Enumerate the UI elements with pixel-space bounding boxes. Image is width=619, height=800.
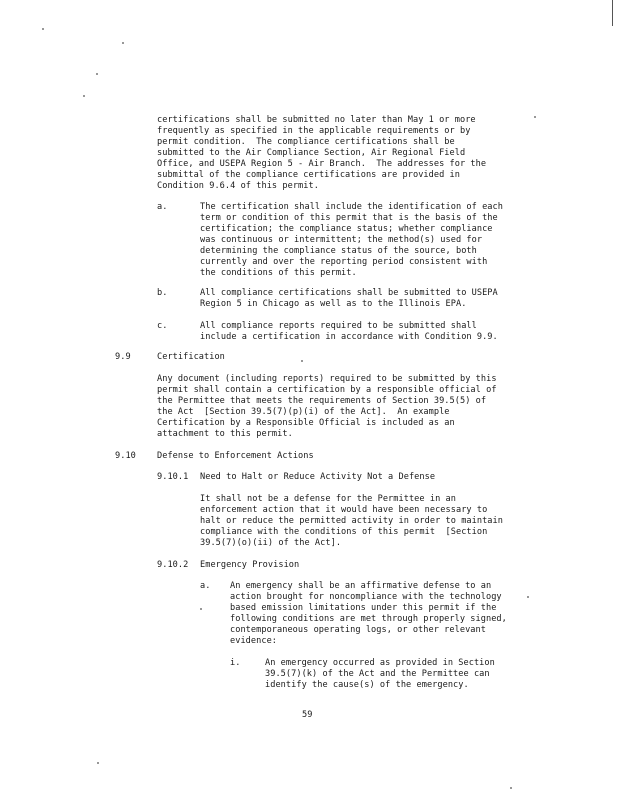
intro-line: frequently as specified in the applicable requirements or by [157,126,471,136]
list-item-line: currently and over the reporting period consistent with [200,257,488,267]
section-title: Defense to Enforcement Actions [157,451,314,461]
subsection-number: 9.10.2 [157,560,189,570]
list-item-line: 39.5(7)(k) of the Act and the Permittee can [265,669,490,679]
scan-speck [96,73,98,75]
list-item-line: An emergency shall be an affirmative defense to an [230,581,492,591]
intro-line: submittal of the compliance certifications are provided in [157,170,460,180]
intro-line: Condition 9.6.4 of this permit. [157,181,319,191]
subsection-line: It shall not be a defense for the Permittee in an [200,494,456,504]
scan-speck [510,787,512,789]
section-number: 9.9 [115,352,131,362]
list-item-line: determining the compliance status of the source, both [200,246,477,256]
list-item-line: identify the cause(s) of the emergency. [265,680,469,690]
list-item-line: include a certification in accordance with Condition 9.9. [200,332,498,342]
intro-line: permit condition. The compliance certifications shall be [157,137,455,147]
list-item-line: evidence: [230,636,278,646]
intro-line: certifications shall be submitted no later than May 1 or more [157,115,476,125]
list-item-line: contemporaneous operating logs, or other relevant [230,625,486,635]
list-item-label: i. [230,658,241,668]
section-line: Certification by a Responsible Official is included as an [157,418,455,428]
scan-speck [527,596,529,598]
intro-line: Office, and USEPA Region 5 - Air Branch. The addresses for the [157,159,487,169]
section-number: 9.10 [115,451,136,461]
subsection-line: enforcement action that it would have been necessary to [200,505,488,515]
list-item-label: b. [157,288,168,298]
list-item-line: based emission limitations under this permit if the [230,603,497,613]
subsection-number: 9.10.1 [157,472,189,482]
scan-speck [83,95,85,97]
scan-speck [122,42,124,44]
scan-speck [534,116,536,118]
section-line: Any document (including reports) required to be submitted by this [157,374,497,384]
scan-speck [301,360,303,362]
section-title: Certification [157,352,225,362]
subsection-line: 39.5(7)(o)(ii) of the Act]. [200,538,342,548]
scan-speck [97,762,99,764]
page-number: 59 [302,710,313,720]
list-item-line: action brought for noncompliance with the technology [230,592,502,602]
scan-speck [42,28,44,30]
list-item-line: All compliance reports required to be submitted shall [200,321,477,331]
list-item-label: a. [200,581,211,591]
list-item-line: the conditions of this permit. [200,268,357,278]
scan-edge-mark [612,0,613,26]
list-item-label: c. [157,321,168,331]
list-item-line: was continuous or intermittent; the method(s) used for [200,235,483,245]
section-line: permit shall contain a certification by a responsible official of [157,385,497,395]
subsection-title: Emergency Provision [200,560,300,570]
section-line: attachment to this permit. [157,429,293,439]
list-item-line: An emergency occurred as provided in Section [265,658,495,668]
list-item-line: Region 5 in Chicago as well as to the Illinois EPA. [200,299,467,309]
list-item-line: following conditions are met through properly signed, [230,614,507,624]
list-item-line: term or condition of this permit that is the basis of the [200,213,498,223]
subsection-title: Need to Halt or Reduce Activity Not a Defense [200,472,436,482]
scan-speck [200,608,202,610]
section-line: the Permittee that meets the requirements of Section 39.5(5) of [157,396,487,406]
intro-line: submitted to the Air Compliance Section, Air Regional Field [157,148,466,158]
list-item-line: certification; the compliance status; whether compliance [200,224,493,234]
subsection-line: compliance with the conditions of this permit [Section [200,527,488,537]
list-item-line: The certification shall include the identification of each [200,202,503,212]
list-item-label: a. [157,202,168,212]
subsection-line: halt or reduce the permitted activity in order to maintain [200,516,503,526]
section-line: the Act [Section 39.5(7)(p)(i) of the Act]. An example [157,407,450,417]
list-item-line: All compliance certifications shall be submitted to USEPA [200,288,498,298]
